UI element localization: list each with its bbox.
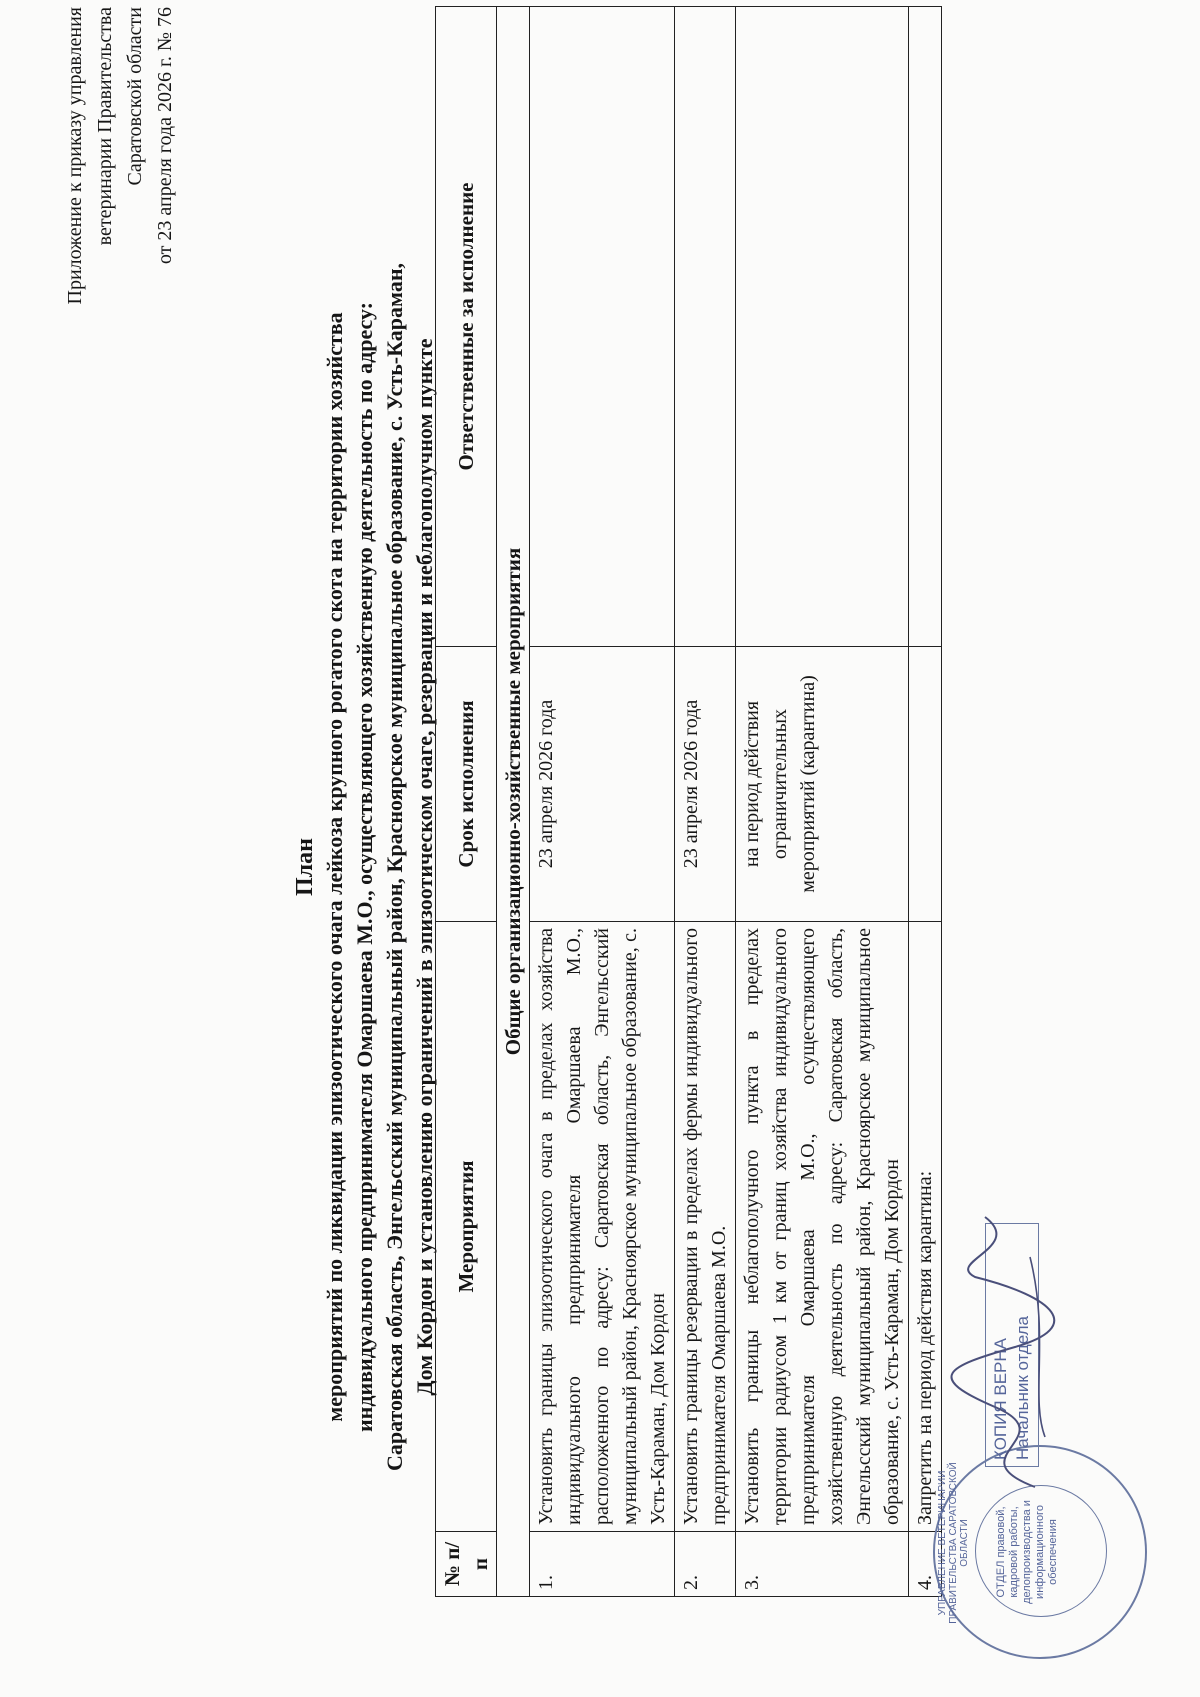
copy-stamp-line-2: Начальник отдела [1013, 1316, 1032, 1460]
seal-ring-text: УПРАВЛЕНИЕ ВЕТЕРИНАРИИ ПРАВИТЕЛЬСТВА САРАТОВСКОЙ ОБЛАСТИ [937, 1462, 970, 1624]
copy-stamp-line-1: КОПИЯ ВЕРНА [991, 1337, 1010, 1460]
row-deadline: на период действия ограничительных мероприятий (карантина) [736, 647, 909, 922]
appendix-note [60, 7, 180, 307]
section-title: Общие организационно-хозяйственные мероприятия [497, 7, 530, 1597]
header-measure: Мероприятия [436, 922, 497, 1532]
title-line-4: Дом Кордон и установлению ограничений в эпизоотическом очаге, резервации и неблагополучном пункте [412, 338, 437, 1396]
title-line-2: индивидуального предпринимателя Омаршаева М.О., осуществляющего хозяйственную деятельность по адресу: [352, 302, 377, 1433]
seal-inner-text: ОТДЕЛ правовой, кадровой работы, делопроизводства и информационного обеспечения [995, 1500, 1059, 1604]
row-responsible [675, 7, 736, 647]
row-deadline: 23 апреля 2026 года [530, 647, 675, 922]
table-row [675, 7, 736, 1597]
row-num: 1. [530, 1532, 675, 1597]
row-responsible [736, 7, 909, 647]
row-responsible [530, 7, 675, 647]
header-responsible: Ответственные за исполнение [436, 7, 497, 647]
title-head: План [292, 838, 318, 896]
measures-table [435, 6, 942, 1597]
table-row [530, 7, 675, 1597]
title-line-3: Саратовская область, Энгельсский муниципальный район, Красноярское муниципальное образование, с. Усть-Караман, [382, 262, 407, 1472]
row-responsible [909, 7, 942, 647]
header-deadline: Срок исполнения [436, 647, 497, 922]
table-header-row [436, 7, 497, 1597]
document-title [290, 117, 440, 1617]
appendix-line-3: Саратовской области [124, 7, 146, 186]
row-num: 4. [909, 1532, 942, 1597]
handwritten-signature [935, 1197, 1075, 1497]
header-num: № п/п [436, 1532, 497, 1597]
appendix-line-1: Приложение к приказу управления [64, 7, 86, 305]
row-measure: Установить границы эпизоотического очага в пределах хозяйства индивидуального предпринимателя Омаршаева М.О., расположенного по адресу: Саратовская область, Энгельсский муниципальный район, Красноярское муниципальное образование, с. Усть-Караман, Дом Кордон [530, 922, 675, 1532]
official-stamp [925, 1316, 1185, 1667]
appendix-line-2: ветеринарии Правительства [94, 7, 116, 246]
row-measure: Запретить на период действия карантина: [909, 922, 942, 1532]
row-deadline [909, 647, 942, 922]
row-measure: Установить границы неблагополучного пункта в пределах территории радиусом 1 км от границ хозяйства индивидуального предпринимателя Омаршаева М.О., осуществляющего хозяйственную деятельность по адресу: Саратовская область, Энгельсский муниципальный район, Красноярское муниципальное образование, с. Усть-Караман, Дом Кордон [736, 922, 909, 1532]
row-measure: Установить границы резервации в пределах фермы индивидуального предпринимателя Омаршаева М.О. [675, 922, 736, 1532]
appendix-line-4: от 23 апреля года 2026 г. № 76 [154, 7, 176, 265]
row-deadline: 23 апреля 2026 года [675, 647, 736, 922]
row-num: 2. [675, 1532, 736, 1597]
table-row [736, 7, 909, 1597]
title-line-1: мероприятий по ликвидации эпизоотического очага лейкоза крупного рогатого скота на территории хозяйства [322, 312, 347, 1422]
section-row [497, 7, 530, 1597]
row-num: 3. [736, 1532, 909, 1597]
